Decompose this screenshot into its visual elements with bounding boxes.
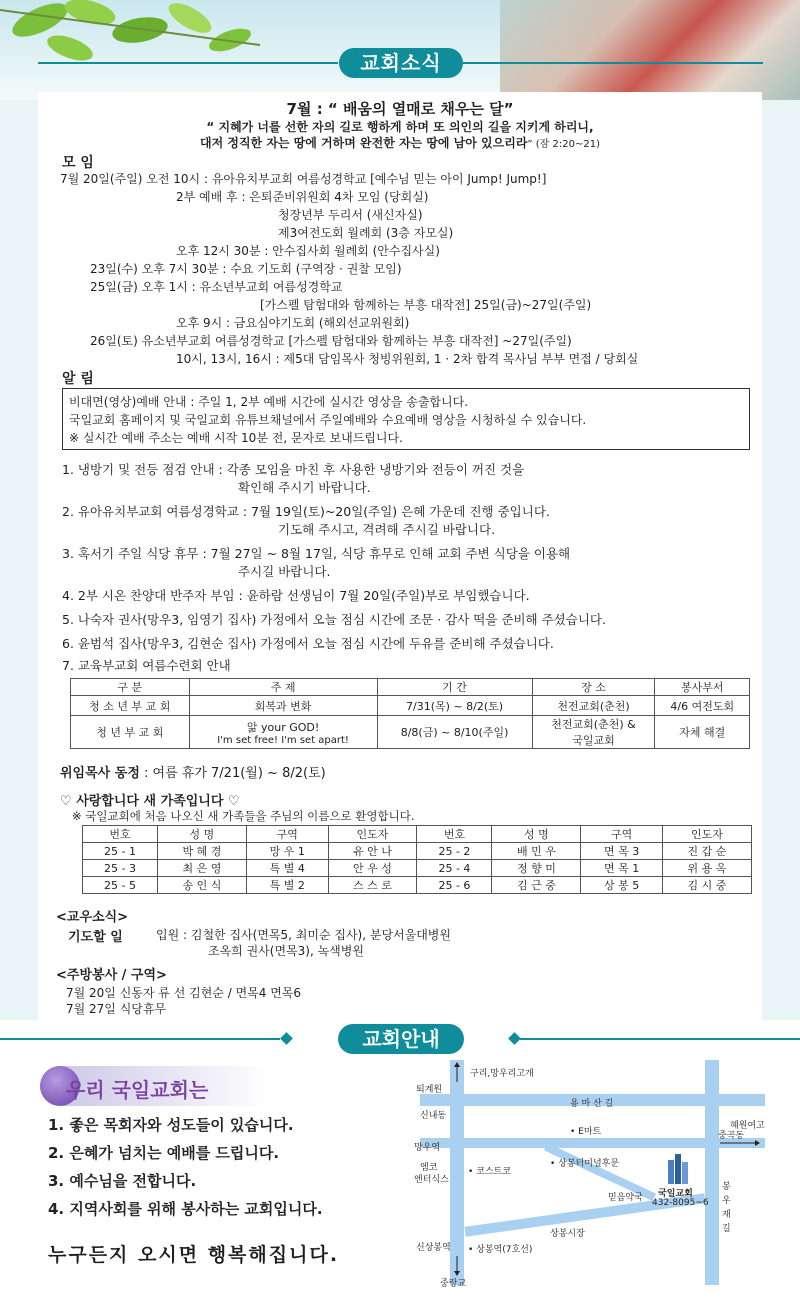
online-worship-notice [62,388,750,450]
meeting-line: 오후 9시 : 금요심야기도회 (해외선교위원회) [176,316,410,330]
pastor-news [60,762,326,781]
map-label: 엠코 [420,1163,438,1173]
pastor-label: 위임목사 동정 [60,766,140,781]
meeting-line: 7월 20일(주일) 오전 10시 : 유아유치부교회 여름성경학교 [예수님 믿는 아이 Jump! Jump!] [60,172,547,186]
map-church-label: 국일교회 [658,1189,693,1199]
meeting-line: 25일(금) 오후 1시 : 유소년부교회 여름성경학교 [90,280,343,294]
theme-verse-2-text: 대저 정직한 자는 땅에 거하며 완전한 자는 땅에 남아 있으리라 [200,136,528,150]
map-label: 퇴계원 [416,1085,443,1095]
map-label: 중랑교 [440,1279,467,1289]
table-cell: 송 인 식 [157,877,246,894]
table-cell: 위 용 옥 [662,860,751,877]
table-cell: 25 - 3 [83,860,158,877]
table-header-row [71,679,750,696]
notice-box-line: 비대면(영상)예배 안내 : 주일 1, 2부 예배 시간에 실시간 영상을 송출합니다. [69,395,469,409]
map-label: 용 마 산 길 [570,1099,614,1109]
info-title: 교회안내 [338,1024,464,1054]
notices-heading: 알 림 [62,371,94,387]
table-cell: 7/31(목) ~ 8/2(토) [377,696,532,716]
map-label: 신상봉역 [416,1243,451,1253]
meeting-line: 청장년부 두리서 (새신자실) [278,208,423,222]
table-cell: 청 소 년 부 교 회 [71,696,190,716]
table-cell: 김 근 중 [492,877,581,894]
table-row [83,843,752,860]
leaves-decoration [0,0,320,100]
map-road [705,1060,719,1285]
pastor-text: : 여름 휴가 7/21(월) ~ 8/2(토) [144,766,326,781]
new-family-note: ※ 국일교회에 처음 나오신 새 가족들을 주님의 이름으로 환영합니다. [72,809,415,823]
location-map [414,1060,780,1290]
heart-icon: ♡ [60,794,72,809]
map-label: • 상봉역(7호선) [468,1245,533,1255]
map-label: 혜원여고 [730,1121,765,1131]
table-cell: 정 향 미 [492,860,581,877]
theme-main: 앎 your GOD! [246,720,320,734]
notice-item: 기도해 주시고, 격려해 주시길 바랍니다. [278,522,496,537]
table-cell: 특 별 2 [246,877,328,894]
table-cell: 25 - 4 [417,860,492,877]
title-rule-right [463,62,763,64]
map-label: • 코스트코 [468,1167,511,1177]
map-label: 구리,망우리고개 [470,1069,534,1079]
table-cell: 면 목 3 [581,843,663,860]
choir-photo [500,0,800,100]
notice-box-line: ※ 실시간 예배 주소는 예배 시작 10분 전, 문자로 보내드립니다. [69,431,403,445]
table-header: 구역 [246,826,328,843]
map-label: 봉 우 재 길 [722,1182,731,1234]
table-header: 봉사부서 [655,679,750,696]
notice-item: 5. 나숙자 권사(망우3, 임영기 집사) 가정에서 오늘 점심 시간에 조문 · 감사 떡을 준비해 주셨습니다. [62,612,606,627]
notice-item: 확인해 주시기 바랍니다. [238,480,371,495]
place-sub: 국일교회 [572,734,615,747]
table-row [83,877,752,894]
table-cell: 25 - 1 [83,843,158,860]
new-family-title: 사랑합니다 새 가족입니다 [76,794,224,809]
meeting-line: 제3여전도회 월례회 (3층 자모실) [278,226,454,240]
prayer-label: 기도할 일 [68,930,123,945]
theme-sub: I'm set free! I'm set apart! [217,734,349,746]
map-label: 엔터식스 [414,1175,449,1185]
table-cell: 4/6 여전도회 [655,696,750,716]
map-label: 망우역 [414,1143,441,1153]
table-header: 인도자 [662,826,751,843]
welcome-message: 누구든지 오시면 행복해집니다. [48,1244,340,1266]
map-label: 상봉시장 [550,1229,585,1239]
kitchen-line: 7월 20일 신동자 류 선 김현순 / 면목4 면목6 [66,986,302,1000]
church-building-icon [664,1154,690,1184]
notice-item: 7. 교육부교회 여름수련회 안내 [62,658,231,673]
notice-item: 6. 윤범석 집사(망우3, 김현순 집사) 가정에서 오늘 점심 시간에 두유를 준비해 주셨습니다. [62,636,554,651]
info-rule-left [0,1038,280,1040]
meeting-line: 23일(수) 오후 7시 30분 : 수요 기도회 (구역장 · 권찰 모임) [90,262,402,276]
table-cell [189,716,377,749]
news-content [38,92,762,1020]
heart-icon: ♡ [227,794,240,809]
notice-item: 4. 2부 시온 찬양대 반주자 부임 : 윤하람 선생님이 7월 20일(주일)부로 부임했습니다. [62,588,530,603]
table-row [71,696,750,716]
theme-verse-1: “ 지혜가 너를 선한 자의 길로 행하게 하며 또 의인의 길을 지키게 하리니, [206,120,594,134]
map-label: • 상봉터미널후문 [550,1159,620,1169]
info-rule-right [520,1038,800,1040]
map-road [420,1138,765,1148]
church-point: 3. 예수님을 전합니다. [48,1172,197,1190]
table-header-row [83,826,752,843]
table-header: 성 명 [492,826,581,843]
table-cell: 25 - 6 [417,877,492,894]
table-cell: 최 은 영 [157,860,246,877]
table-row [71,716,750,749]
table-header: 주 제 [189,679,377,696]
table-row [83,860,752,877]
meeting-line: 2부 예배 후 : 은퇴준비위원회 4차 모임 (당회실) [176,190,429,204]
church-point: 1. 좋은 목회자와 성도들이 있습니다. [48,1116,294,1134]
new-family-table [82,825,752,894]
page-title: 교회소식 [339,48,463,78]
meeting-line: 오후 12시 30분 : 안수집사회 월례회 (안수집사실) [176,244,440,258]
church-heading-text: 우리 국일교회는 [66,1078,209,1102]
table-cell: 스 스 로 [328,877,417,894]
table-cell: 진 갑 순 [662,843,751,860]
table-cell: 천전교회(춘천) [532,696,655,716]
notice-item: 2. 유아유치부교회 여름성경학교 : 7월 19일(토)~20일(주일) 은혜 가운데 진행 중입니다. [62,504,550,519]
meeting-line: 10시, 13시, 16시 : 제5대 담임목사 청빙위원회, 1 · 2차 합격 목사님 부부 면접 / 당회실 [176,352,639,366]
church-heading [40,1066,270,1106]
table-header: 번호 [417,826,492,843]
notice-box-line: 국일교회 홈페이지 및 국일교회 유튜브채널에서 주일예배와 수요예배 영상을 시청하실 수 있습니다. [69,413,587,427]
table-cell: 25 - 5 [83,877,158,894]
arrow-up-icon [452,1062,462,1082]
table-cell: 유 안 나 [328,843,417,860]
table-cell: 청 년 부 교 회 [71,716,190,749]
kitchen-line: 7월 27일 식당휴무 [66,1002,167,1016]
table-cell: 특 별 4 [246,860,328,877]
meeting-line: 26일(토) 유소년부교회 여름성경학교 [가스펠 탐험대와 함께하는 부흥 대작전] ~27일(주일) [90,334,572,348]
theme-verse-2 [38,134,762,151]
table-cell [532,716,655,749]
map-label: 신내동 [420,1111,447,1121]
prayer-line: 조옥희 권사(면목3), 녹색병원 [208,944,364,958]
notice-item: 1. 냉방기 및 전등 점검 안내 : 각종 모임을 마친 후 사용한 냉방기와 전등이 꺼진 것을 [62,462,525,477]
table-header: 번호 [83,826,158,843]
map-label: 중곡동 [718,1131,745,1141]
new-family-heading [60,790,240,809]
map-label: 믿음약국 [608,1193,643,1203]
verse-reference: ” (잠 2:20~21) [527,139,600,150]
table-header: 구역 [581,826,663,843]
arrow-down-icon [452,1256,462,1276]
notice-item: 3. 혹서기 주일 식당 휴무 : 7월 27일 ~ 8월 17일, 식당 휴무로 인해 교회 주변 식당을 이용해 [62,546,571,561]
kitchen-heading: <주방봉사 / 구역> [56,968,167,983]
table-cell: 면 목 1 [581,860,663,877]
month-theme: 7월 : “ 배움의 열매로 채우는 달” [286,100,514,118]
map-church-phone: 432-8095~6 [652,1198,709,1208]
table-header: 인도자 [328,826,417,843]
map-label: • E마트 [570,1127,602,1137]
table-cell: 망 우 1 [246,843,328,860]
table-header: 구 분 [71,679,190,696]
meetings-heading: 모 임 [62,155,94,171]
table-header: 성 명 [157,826,246,843]
table-header: 기 간 [377,679,532,696]
table-cell: 회복과 변화 [189,696,377,716]
meeting-line: [가스펠 탐험대와 함께하는 부흥 대작전] 25일(금)~27일(주일) [260,298,592,312]
members-news-heading: <교우소식> [56,910,129,925]
table-cell: 김 시 중 [662,877,751,894]
church-point: 2. 은혜가 넘치는 예배를 드립니다. [48,1144,280,1162]
prayer-line: 입원 : 김철한 집사(면목5, 최미순 집사), 분당서울대병원 [156,928,451,942]
table-cell: 상 봉 5 [581,877,663,894]
title-rule-left [38,62,338,64]
church-point: 4. 지역사회를 위해 봉사하는 교회입니다. [48,1200,323,1218]
table-cell: 박 혜 경 [157,843,246,860]
table-header: 장 소 [532,679,655,696]
table-cell: 배 민 우 [492,843,581,860]
notice-item: 주시길 바랍니다. [238,564,331,579]
table-cell: 안 우 성 [328,860,417,877]
place-main: 천전교회(춘천) & [551,718,636,731]
table-cell: 25 - 2 [417,843,492,860]
table-cell: 자체 해결 [655,716,750,749]
table-cell: 8/8(금) ~ 8/10(주일) [377,716,532,749]
summer-retreat-table [70,678,750,749]
